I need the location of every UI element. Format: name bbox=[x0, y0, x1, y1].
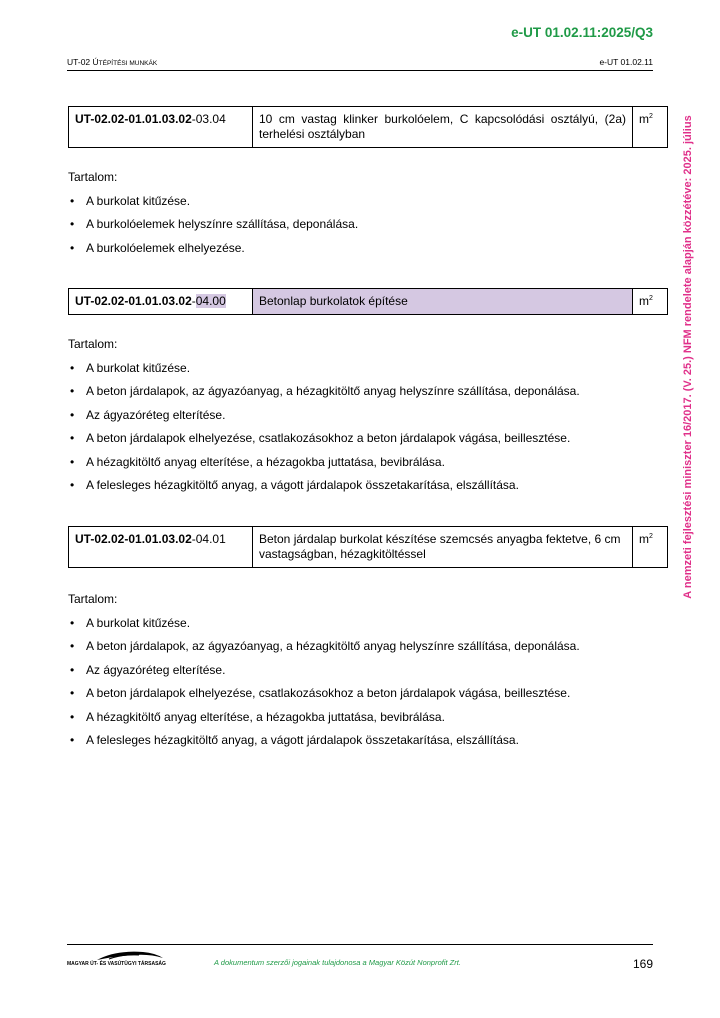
content-label: Tartalom: bbox=[68, 170, 118, 184]
item-content-2 bbox=[68, 333, 580, 498]
item-code bbox=[69, 289, 253, 315]
item-code bbox=[69, 107, 253, 148]
logo-text: MAGYAR ÚT- ÉS VASÚTÜGYI TÁRSASÁG bbox=[67, 961, 166, 967]
unit-sup: 2 bbox=[649, 295, 653, 302]
list-item: • A burkolat kitűzése. bbox=[68, 612, 580, 636]
item-code-suffix: -03.04 bbox=[191, 112, 226, 126]
list-item: • A felesleges hézagkitöltő anyag, a vágott járdalapok összetakarítása, elszállítása. bbox=[68, 729, 580, 753]
unit-sup: 2 bbox=[649, 113, 653, 120]
item-code-bold: UT-02.02-01.01.03.02 bbox=[75, 294, 192, 308]
item-code-bold: UT-02.02-01.01.03.02 bbox=[75, 112, 192, 126]
header-left bbox=[67, 57, 157, 67]
item-table-2 bbox=[68, 288, 668, 315]
unit-base: m bbox=[639, 532, 649, 546]
copyright-notice: A dokumentum szerzői jogainak tulajdonosa a Magyar Közút Nonprofit Zrt. bbox=[214, 958, 461, 967]
list-item: • A burkolat kitűzése. bbox=[68, 357, 580, 381]
list-item: • A felesleges hézagkitöltő anyag, a vágott járdalapok összetakarítása, elszállítása. bbox=[68, 474, 580, 498]
item-unit bbox=[633, 527, 668, 568]
page-number: 169 bbox=[632, 957, 653, 971]
header-right: e-UT 01.02.11 bbox=[599, 57, 653, 67]
content-list bbox=[68, 612, 580, 753]
item-description: Beton járdalap burkolat készítése szemcsés anyagba fektetve, 6 cm vastagságban, hézagkitöltéssel bbox=[253, 527, 633, 568]
list-item: • A beton járdalapok elhelyezése, csatlakozásokhoz a beton járdalapok vágása, beillesztése. bbox=[68, 427, 580, 451]
society-logo bbox=[67, 948, 167, 970]
unit-base: m bbox=[639, 112, 649, 126]
item-code-bold: UT-02.02-01.01.03.02 bbox=[75, 532, 192, 546]
item-code-dash: - bbox=[191, 294, 196, 308]
item-unit bbox=[633, 289, 668, 315]
list-item: • Az ágyazóréteg elterítése. bbox=[68, 659, 580, 683]
content-list bbox=[68, 190, 358, 261]
header-prefix: UT-02 bbox=[67, 57, 93, 67]
item-content-3 bbox=[68, 588, 580, 753]
footer-rule bbox=[67, 944, 653, 945]
item-code-suffix: -04.01 bbox=[191, 532, 226, 546]
unit-sup: 2 bbox=[649, 533, 653, 540]
list-item: • A hézagkitöltő anyag elterítése, a hézagokba juttatása, bevibrálása. bbox=[68, 706, 580, 730]
item-code bbox=[69, 527, 253, 568]
side-note: A nemzeti fejlesztési miniszter 16/2017. (V. 25.) NFM rendelete alapján közzétéve: 2025. július bbox=[682, 115, 694, 599]
header-first-letter: Ú bbox=[92, 57, 99, 67]
item-code-highlight: 04.00 bbox=[195, 294, 226, 308]
list-item: • A burkolat kitűzése. bbox=[68, 190, 358, 214]
list-item: • A beton járdalapok, az ágyazóanyag, a hézagkitöltő anyag helyszínre szállítása, deponálása. bbox=[68, 380, 580, 404]
logo-swoosh-icon bbox=[95, 948, 165, 962]
item-table-3 bbox=[68, 526, 668, 568]
list-item: • A burkolóelemek elhelyezése. bbox=[68, 237, 358, 261]
item-unit bbox=[633, 107, 668, 148]
header-rule bbox=[67, 70, 653, 71]
content-label: Tartalom: bbox=[68, 337, 118, 351]
content-list bbox=[68, 357, 580, 498]
list-item: • A beton járdalapok, az ágyazóanyag, a hézagkitöltő anyag helyszínre szállítása, deponálása. bbox=[68, 635, 580, 659]
list-item: • Az ágyazóréteg elterítése. bbox=[68, 404, 580, 428]
item-content-1 bbox=[68, 166, 358, 260]
item-table-1 bbox=[68, 106, 668, 148]
item-description: 10 cm vastag klinker burkolóelem, C kapcsolódási osztályú, (2a) terhelési osztályban bbox=[253, 107, 633, 148]
list-item: • A beton járdalapok elhelyezése, csatlakozásokhoz a beton járdalapok vágása, beillesztése. bbox=[68, 682, 580, 706]
list-item: • A burkolóelemek helyszínre szállítása, deponálása. bbox=[68, 213, 358, 237]
list-item: • A hézagkitöltő anyag elterítése, a hézagokba juttatása, bevibrálása. bbox=[68, 451, 580, 475]
content-label: Tartalom: bbox=[68, 592, 118, 606]
header-rest: TÉPÍTÉSI MUNKÁK bbox=[98, 60, 158, 67]
item-description: Betonlap burkolatok építése bbox=[253, 289, 633, 315]
unit-base: m bbox=[639, 294, 649, 308]
document-code: e-UT 01.02.11:2025/Q3 bbox=[511, 25, 653, 40]
